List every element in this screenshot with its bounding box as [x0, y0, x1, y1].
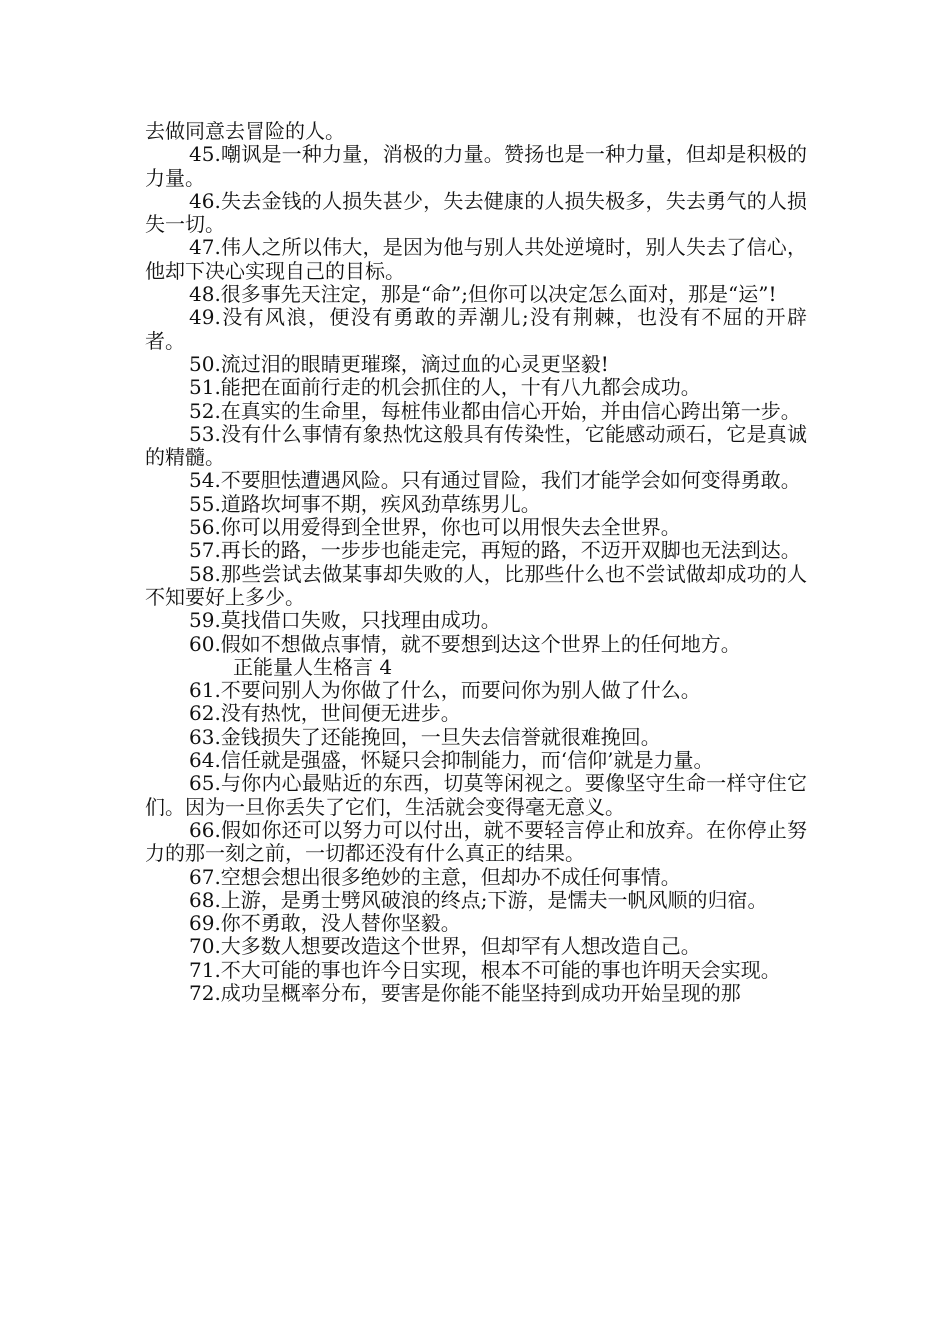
quote-item: 72.成功呈概率分布，要害是你能不能坚持到成功开始呈现的那	[189, 980, 741, 1005]
quote-item: 65.与你内心最贴近的东西，切莫等闲视之。要像坚守生命一样守住它们。因为一旦你丢失了它们，生活就会变得毫无意义。	[145, 771, 807, 819]
document-body	[145, 120, 807, 1005]
quote-item: 51.能把在面前行走的机会抓住的人，十有八九都会成功。	[189, 375, 701, 400]
quote-item: 53.没有什么事情有象热忱这般具有传染性，它能感动顽石，它是真诚的精髓。	[145, 421, 807, 470]
quote-item: 70.大多数人想要改造这个世界，但却罕有人想改造自己。	[189, 934, 701, 959]
quote-item: 66.假如你还可以努力可以付出，就不要轻言停止和放弃。在你停止努力的那一刻之前，一切都还没有什么真正的结果。	[145, 817, 807, 866]
quote-item: 57.再长的路，一步步也能走完，再短的路，不迈开双脚也无法到达。	[189, 538, 801, 563]
quote-item: 46.失去金钱的人损失甚少，失去健康的人损失极多，失去勇气的人损失一切。	[145, 188, 807, 237]
quote-item: 60.假如不想做点事情，就不要想到达这个世界上的任何地方。	[189, 631, 741, 656]
quote-item: 45.嘲讽是一种力量，消极的力量。赞扬也是一种力量，但却是积极的力量。	[145, 142, 807, 190]
quote-item: 64.信任就是强盛，怀疑只会抑制能力，而‘信仰’就是力量。	[189, 748, 714, 773]
quote-item: 49.没有风浪，便没有勇敢的弄潮儿;没有荆棘，也没有不屈的开辟者。	[145, 305, 807, 353]
quote-item: 69.你不勇敢，没人替你坚毅。	[189, 911, 461, 936]
paragraph-continuation: 去做同意去冒险的人。	[145, 119, 345, 143]
quote-item: 50.流过泪的眼睛更璀璨，滴过血的心灵更坚毅!	[189, 351, 609, 376]
quote-item: 67.空想会想出很多绝妙的主意，但却办不成任何事情。	[189, 864, 681, 889]
quote-item: 71.不大可能的事也许今日实现，根本不可能的事也许明天会实现。	[189, 957, 781, 982]
quote-item: 55.道路坎坷事不期，疾风劲草练男儿。	[189, 491, 541, 516]
quote-item: 54.不要胆怯遭遇风险。只有通过冒险，我们才能学会如何变得勇敢。	[189, 468, 801, 493]
quote-item: 68.上游，是勇士劈风破浪的终点;下游，是懦夫一帆风顺的归宿。	[189, 887, 768, 912]
section-heading: 正能量人生格言 4	[233, 654, 393, 679]
quote-item: 63.金钱损失了还能挽回，一旦失去信誉就很难挽回。	[189, 724, 661, 749]
quote-item: 48.很多事先天注定，那是“命”;但你可以决定怎么面对，那是“运”!	[189, 282, 777, 307]
quote-item: 58.那些尝试去做某事却失败的人，比那些什么也不尝试做却成功的人不知要好上多少。	[145, 561, 807, 609]
quote-item: 61.不要问别人为你做了什么，而要问你为别人做了什么。	[189, 678, 701, 703]
quote-item: 47.伟人之所以伟大，是因为他与别人共处逆境时，别人失去了信心，他却下决心实现自己的目标。	[145, 235, 807, 283]
quote-item: 62.没有热忱，世间便无进步。	[189, 701, 461, 726]
quote-item: 59.莫找借口失败，只找理由成功。	[189, 608, 501, 633]
quote-item: 52.在真实的生命里，每桩伟业都由信心开始，并由信心跨出第一步。	[189, 398, 801, 423]
quote-item: 56.你可以用爱得到全世界，你也可以用恨失去全世界。	[189, 515, 681, 540]
